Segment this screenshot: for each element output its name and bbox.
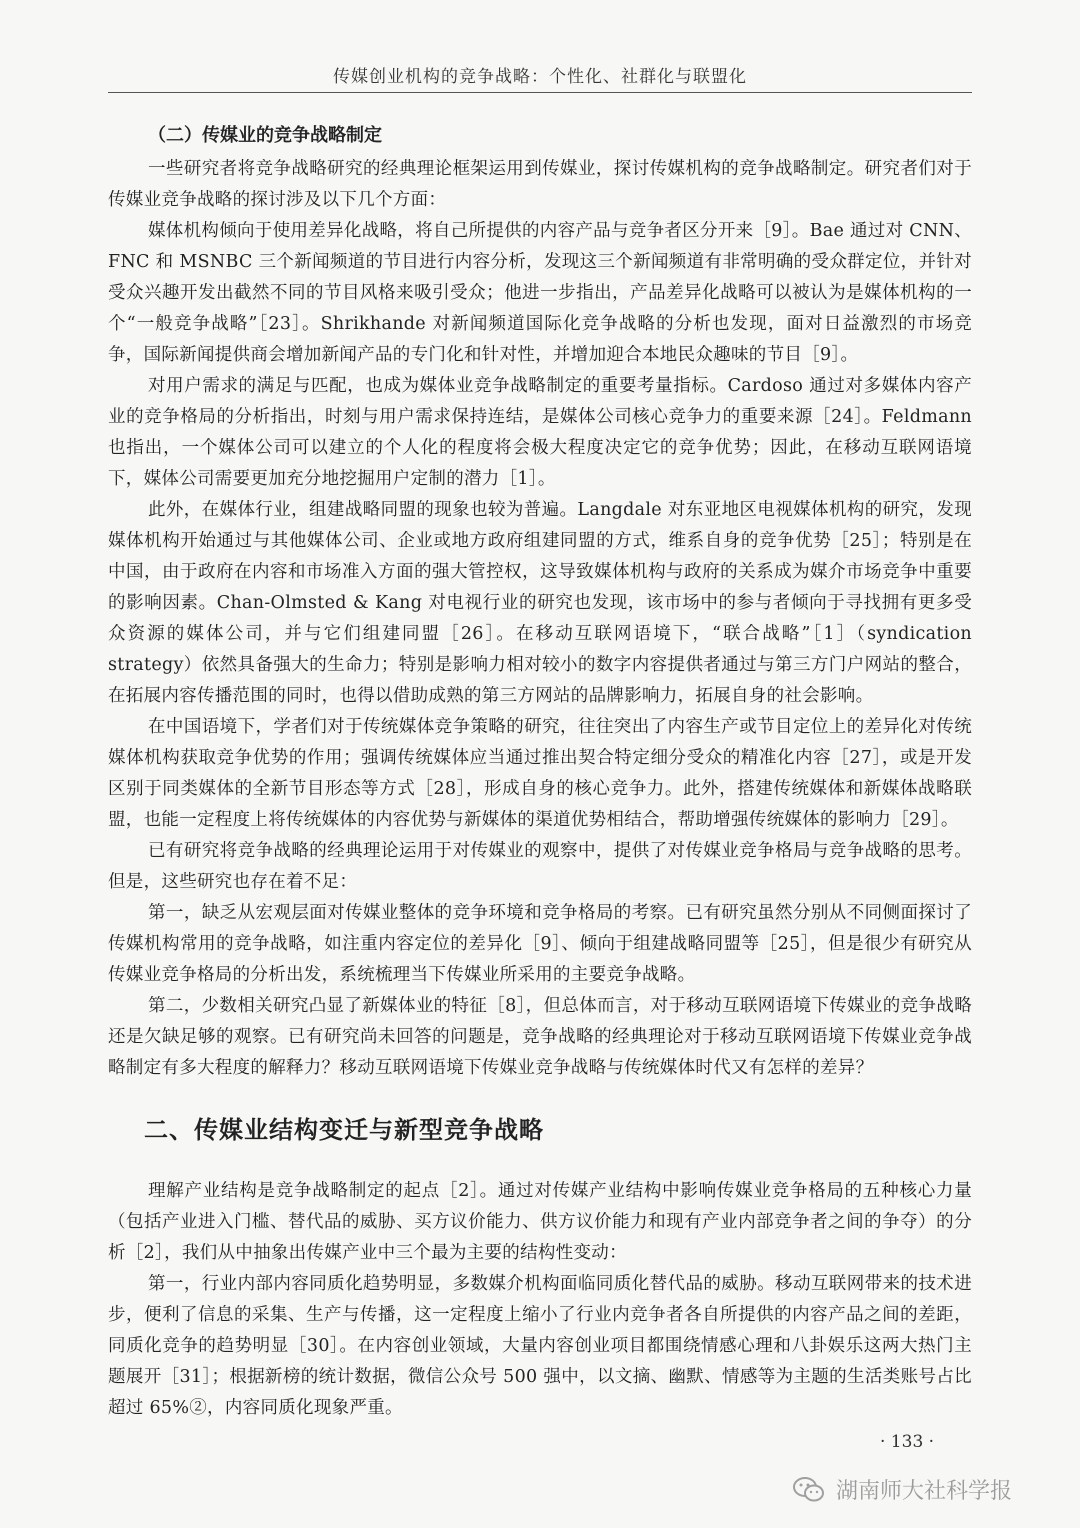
paragraph: 已有研究将竞争战略的经典理论运用于对传媒业的观察中，提供了对传媒业竞争格局与竞争战略的思考。但是，这些研究也存在着不足：	[108, 841, 972, 892]
section-title: 二、传媒业结构变迁与新型竞争战略	[144, 1116, 544, 1144]
paragraph: 第一，缺乏从宏观层面对传媒业整体的竞争环境和竞争格局的考察。已有研究虽然分别从不同侧面探讨了传媒机构常用的竞争战略，如注重内容定位的差异化［9］、倾向于组建战略同盟等［25］，但是很少有研究从传媒业竞争格局的分析出发，系统梳理当下传媒业所采用的主要竞争战略。	[108, 903, 972, 985]
article-body	[108, 122, 972, 1424]
wechat-icon	[792, 1475, 826, 1505]
subsection-title: （二）传媒业的竞争战略制定	[148, 125, 382, 146]
paragraph: 一些研究者将竞争战略研究的经典理论框架运用到传媒业，探讨传媒机构的竞争战略制定。研究者们对于传媒业竞争战略的探讨涉及以下几个方面：	[108, 159, 972, 210]
paragraph: 此外，在媒体行业，组建战略同盟的现象也较为普遍。Langdale 对东亚地区电视媒体机构的研究，发现媒体机构开始通过与其他媒体公司、企业或地方政府组建同盟的方式，维系自身的竞争优势［25］；特别是在中国，由于政府在内容和市场准入方面的强大管控权，这导致媒体机构与政府的关系成为媒介市场竞争中重要的影响因素。Chan-Olmsted & Kang 对电视行业的研究也发现，该市场中的参与者倾向于寻找拥有更多受众资源的媒体公司，并与它们组建同盟［26］。在移动互联网语境下，“联合战略”［1］（syndication strategy）依然具备强大的生命力；特别是影响力相对较小的数字内容提供者通过与第三方门户网站的整合，在拓展内容传播范围的同时，也得以借助成熟的第三方网站的品牌影响力，拓展自身的社会影响。	[108, 500, 972, 706]
paragraph: 第二，少数相关研究凸显了新媒体业的特征［8］，但总体而言，对于移动互联网语境下传媒业的竞争战略还是欠缺足够的观察。已有研究尚未回答的问题是，竞争战略的经典理论对于移动互联网语境下传媒业竞争战略制定有多大程度的解释力？移动互联网语境下传媒业竞争战略与传统媒体时代又有怎样的差异？	[108, 996, 972, 1078]
running-head: 传媒创业机构的竞争战略：个性化、社群化与联盟化	[333, 67, 747, 87]
header-rule	[108, 92, 972, 93]
paragraph: 理解产业结构是竞争战略制定的起点［2］。通过对传媒产业结构中影响传媒业竞争格局的五种核心力量（包括产业进入门槛、替代品的威胁、买方议价能力、供方议价能力和现有产业内部竞争者之间的争夺）的分析［2］，我们从中抽象出传媒产业中三个最为主要的结构性变动：	[108, 1181, 972, 1263]
paragraph: 在中国语境下，学者们对于传统媒体竞争策略的研究，往往突出了内容生产或节目定位上的差异化对传统媒体机构获取竞争优势的作用；强调传统媒体应当通过推出契合特定细分受众的精准化内容［27］，或是开发区别于同类媒体的全新节目形态等方式［28］，形成自身的核心竞争力。此外，搭建传统媒体和新媒体战略联盟，也能一定程度上将传统媒体的内容优势与新媒体的渠道优势相结合，帮助增强传统媒体的影响力［29］。	[108, 717, 972, 830]
watermark	[792, 1474, 1012, 1505]
watermark-text: 湖南师大社科学报	[836, 1479, 1013, 1504]
paragraph: 媒体机构倾向于使用差异化战略，将自己所提供的内容产品与竞争者区分开来［9］。Bae 通过对 CNN、FNC 和 MSNBC 三个新闻频道的节目进行内容分析，发现这三个新闻频道有非常明确的受众群定位，并针对受众兴趣开发出截然不同的节目风格来吸引受众；他进一步指出，产品差异化战略可以被认为是媒体机构的一个“一般竞争战略”［23］。Shrikhande 对新闻频道国际化竞争战略的分析也发现，面对日益激烈的市场竞争，国际新闻提供商会增加新闻产品的专门化和针对性，并增加迎合本地民众趣味的节目［9］。	[108, 221, 972, 365]
paragraph: 第一，行业内部内容同质化趋势明显，多数媒介机构面临同质化替代品的威胁。移动互联网带来的技术进步，便利了信息的采集、生产与传播，这一定程度上缩小了行业内竞争者各自所提供的内容产品之间的差距，同质化竞争的趋势明显［30］。在内容创业领域，大量内容创业项目都围绕情感心理和八卦娱乐这两大热门主题展开［31］；根据新榜的统计数据，微信公众号 500 强中，以文摘、幽默、情感等为主题的生活类账号占比超过 65%②，内容同质化现象严重。	[108, 1274, 972, 1418]
page-number: · 133 ·	[880, 1432, 935, 1452]
paragraph: 对用户需求的满足与匹配，也成为媒体业竞争战略制定的重要考量指标。Cardoso 通过对多媒体内容产业的竞争格局的分析指出，时刻与用户需求保持连结，是媒体公司核心竞争力的重要来源［24］。Feldmann 也指出，一个媒体公司可以建立的个人化的程度将会极大程度决定它的竞争优势；因此，在移动互联网语境下，媒体公司需要更加充分地挖掘用户定制的潜力［1］。	[108, 376, 972, 489]
